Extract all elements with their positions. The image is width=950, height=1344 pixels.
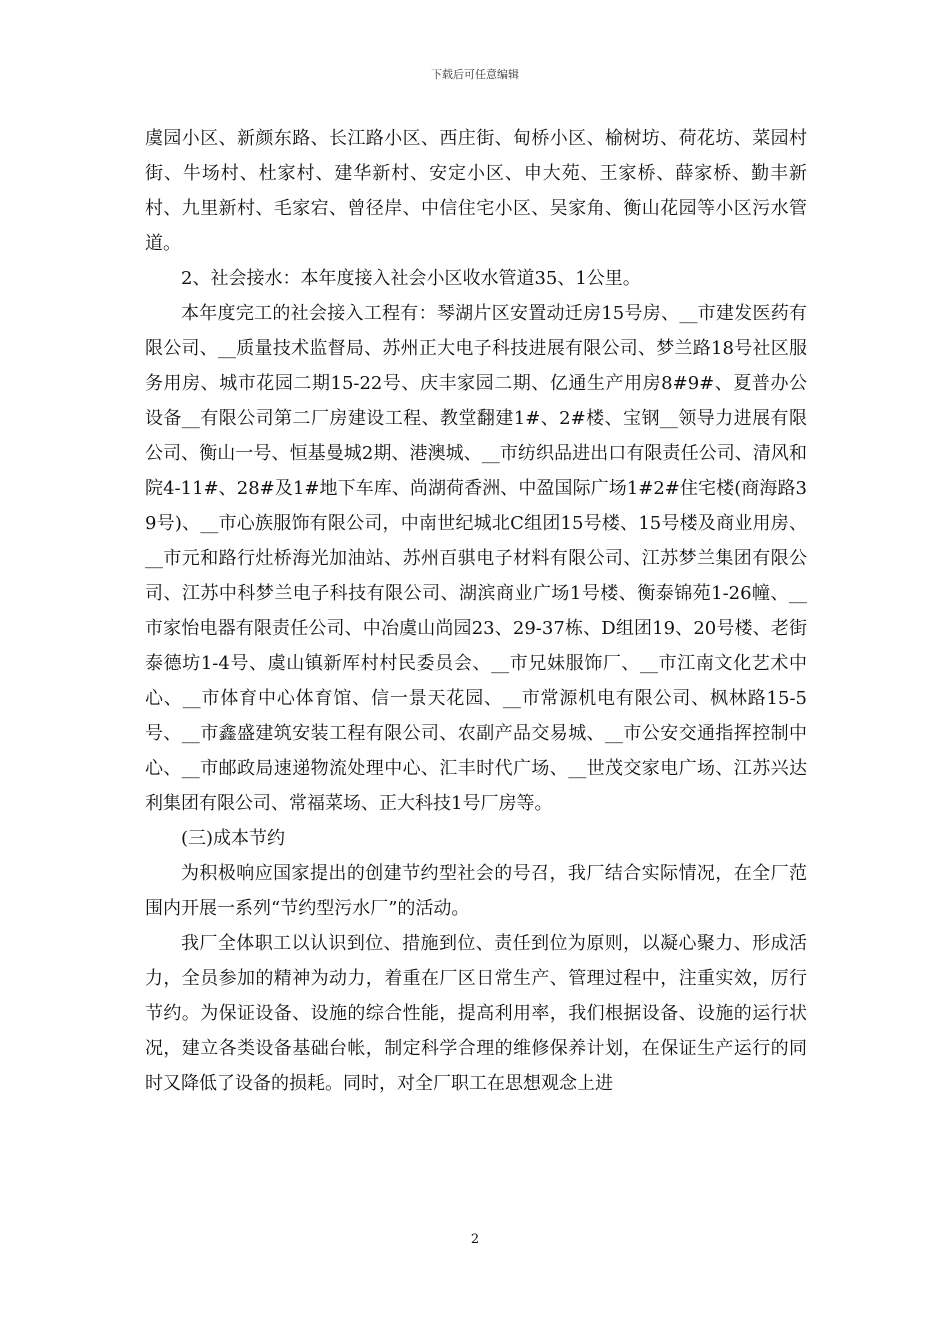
paragraph-district-list: 虞园小区、新颜东路、长江路小区、西庄街、甸桥小区、榆树坊、荷花坊、菜园村街、牛场村、杜家村、建华新村、安定小区、申大苑、王家桥、薛家桥、勤丰新村、九里新村、毛家宕、曾径岸、中信住宅小区、吴家角、衡山花园等小区污水管道。 bbox=[145, 128, 807, 254]
section-heading-cost-saving: (三)成本节约 bbox=[181, 828, 286, 849]
paragraph-staff-measures: 我厂全体职工以认识到位、措施到位、责任到位为原则，以凝心聚力、形成活力，全员参加的精神为动力，着重在厂区日常生产、管理过程中，注重实效，厉行节约。为保证设备、设施的综合性能，提高利用率，我们根据设备、设施的运行状况，建立各类设备基础台帐，制定科学合理的维修保养计划，在保证生产运行的同时又降低了设备的损耗。同时，对全厂职工在思想观念上进 bbox=[145, 933, 807, 1094]
page-number: 2 bbox=[470, 1232, 480, 1247]
page-header: 下载后可任意编辑 bbox=[431, 68, 519, 81]
document-body bbox=[145, 121, 807, 1101]
paragraph-completed-projects: 本年度完工的社会接入工程有：琴湖片区安置动迁房15号房、__市建发医药有限公司、__质量技术监督局、苏州正大电子科技进展有限公司、梦兰路18号社区服务用房、城市花园二期15-22号、庆丰家园二期、亿通生产用房8#9#、夏普办公设备__有限公司第二厂房建设工程、教堂翻建1#、2#楼、宝钢__领导力进展有限公司、衡山一号、恒基曼城2期、港澳城、__市纺织品进出口有限责任公司、清风和院4-11#、28#及1#地下车库、尚湖荷香洲、中盈国际广场1#2#住宅楼(商海路39号)、__市心族服饰有限公司，中南世纪城北C组团15号楼、15号楼及商业用房、__市元和路行灶桥海光加油站、苏州百骐电子材料有限公司、江苏梦兰集团有限公司、江苏中科梦兰电子科技有限公司、湖滨商业广场1号楼、衡泰锦苑1-26幢、__市家怡电器有限责任公司、中冶虞山尚园23、29-37栋、D组团19、20号楼、老街泰德坊1-4号、虞山镇新厍村村民委员会、__市兄妹服饰厂、__市江南文化艺术中心、__市体育中心体育馆、信一景天花园、__市常源机电有限公司、枫林路15-5号、__市鑫盛建筑安装工程有限公司、农副产品交易城、__市公安交通指挥控制中心、__市邮政局速递物流处理中心、汇丰时代广场、__世茂交家电广场、江苏兴达利集团有限公司、常福菜场、正大科技1号厂房等。 bbox=[145, 303, 807, 814]
paragraph-social-water-connection: 2、社会接水：本年度接入社会小区收水管道35、1公里。 bbox=[181, 268, 641, 289]
paragraph-saving-campaign: 为积极响应国家提出的创建节约型社会的号召，我厂结合实际情况，在全厂范围内开展一系列“节约型污水厂”的活动。 bbox=[145, 863, 807, 919]
